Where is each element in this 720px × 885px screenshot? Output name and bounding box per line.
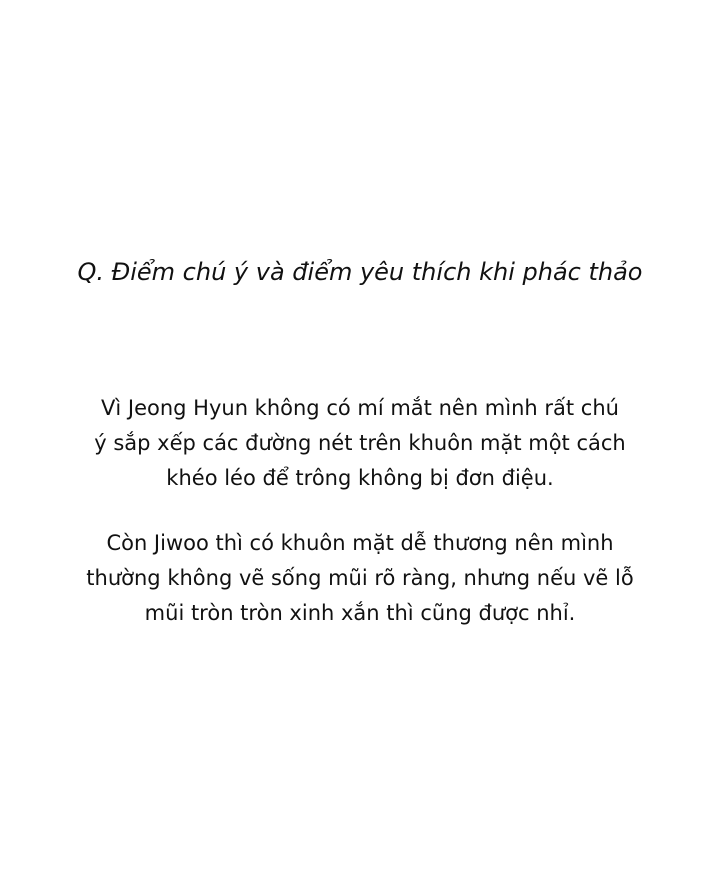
text-line: khéo léo để trông không bị đơn điệu. xyxy=(166,466,554,490)
answer-paragraph-1 xyxy=(60,391,660,496)
text-line: Còn Jiwoo thì có khuôn mặt dễ thương nên mình xyxy=(106,531,614,555)
answer-paragraph-2 xyxy=(60,526,660,631)
text-line: ý sắp xếp các đường nét trên khuôn mặt một cách xyxy=(94,431,626,455)
text-line: thường không vẽ sống mũi rõ ràng, nhưng nếu vẽ lỗ xyxy=(86,566,634,590)
text-line: mũi tròn tròn xinh xắn thì cũng được nhỉ. xyxy=(144,601,576,625)
text-line: Vì Jeong Hyun không có mí mắt nên mình rất chú xyxy=(101,396,619,420)
question-heading: Q. Điểm chú ý và điểm yêu thích khi phác thảo xyxy=(77,258,643,286)
